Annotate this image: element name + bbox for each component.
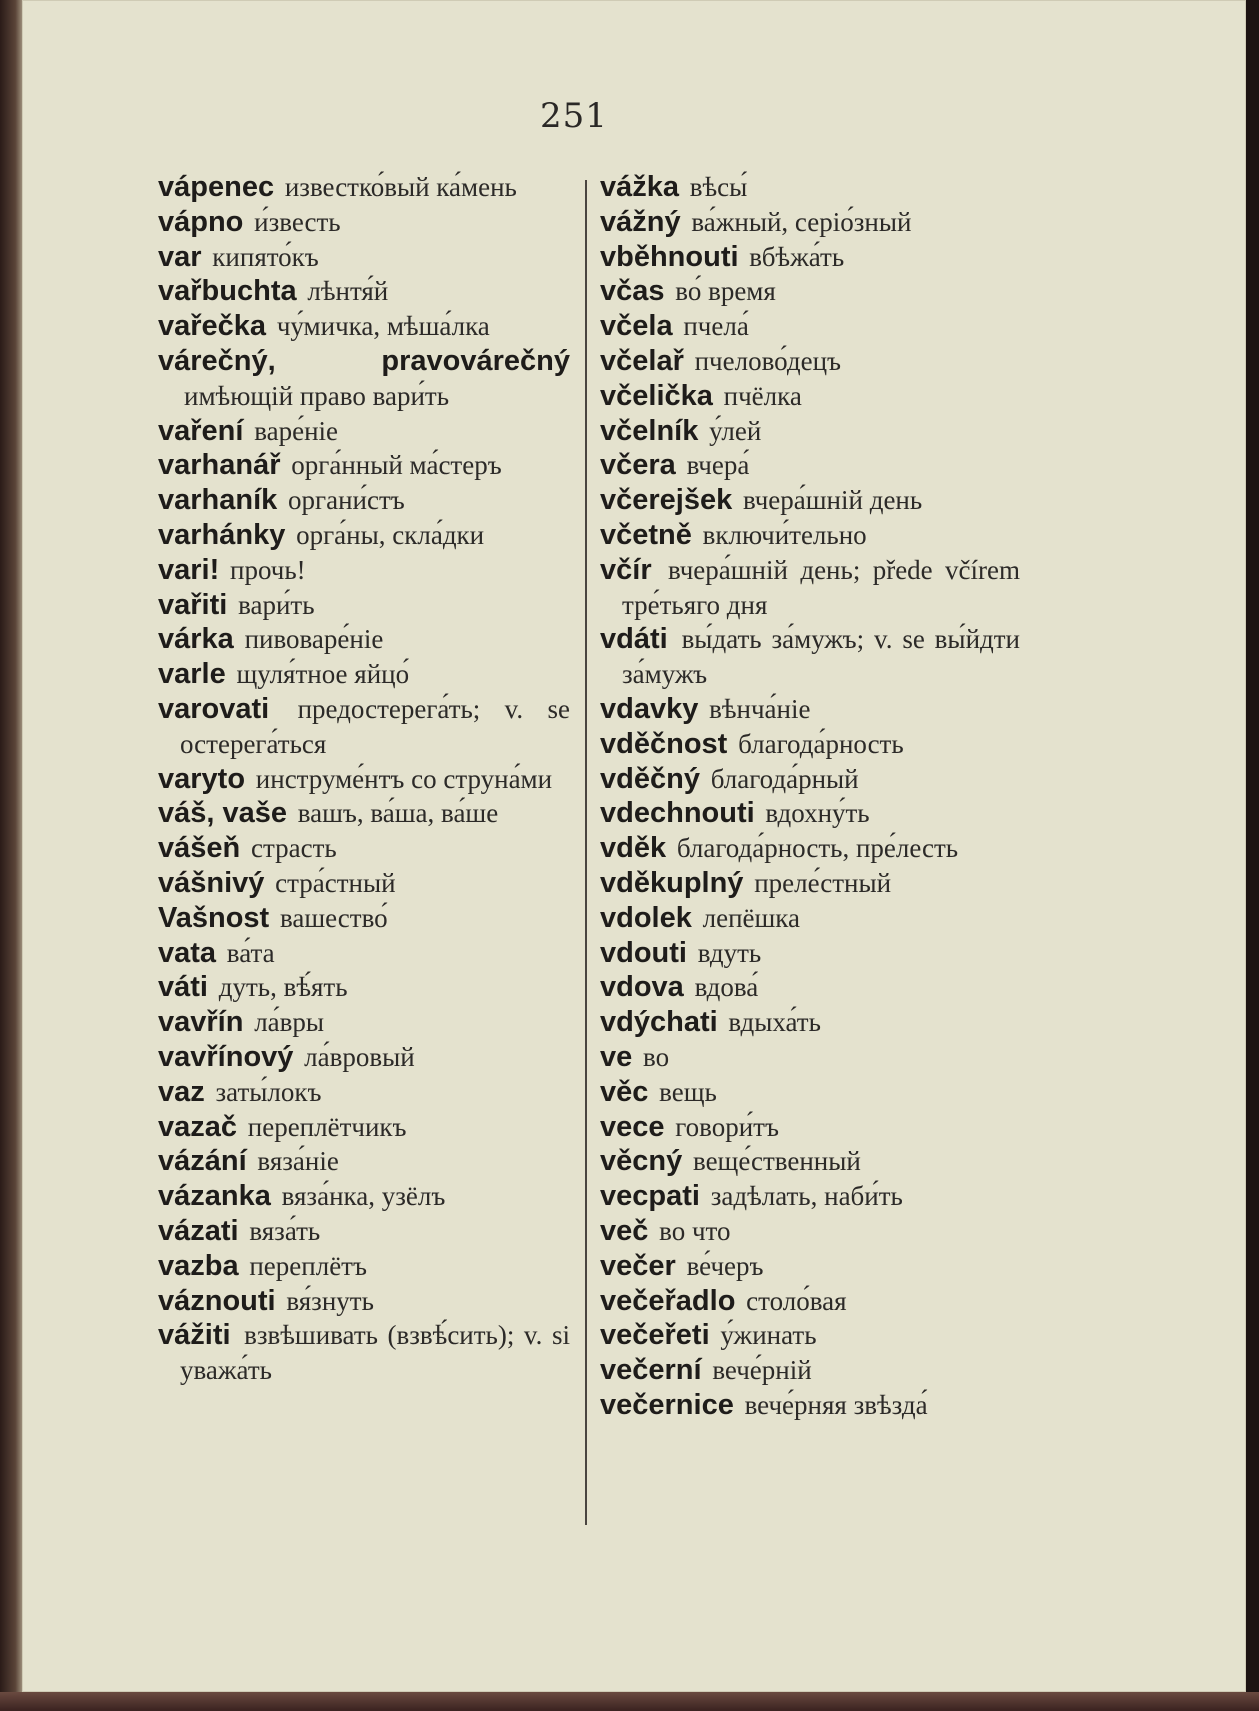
dictionary-entry: [158, 344, 570, 414]
entry-definition: вече́рній: [712, 1355, 812, 1386]
entry-definition: вя́знуть: [286, 1285, 374, 1316]
entry-definition: включи́тельно: [702, 519, 867, 550]
entry-definition: вяза́нка, узёлъ: [281, 1181, 446, 1212]
entry-headword: vážiti: [158, 1319, 231, 1352]
book-binding-edge: [0, 0, 22, 1711]
entry-definition: имѣющій право вари́ть: [184, 380, 450, 411]
entry-headword: vařiti: [158, 588, 228, 621]
entry-definition: чу́мичка, мѣша́лка: [276, 311, 490, 342]
dictionary-entry: [158, 1214, 570, 1249]
dictionary-entry: [600, 1353, 1020, 1388]
dictionary-entry: [158, 866, 570, 901]
entry-headword: včelička: [600, 379, 713, 412]
entry-definition: ва́та: [226, 937, 275, 968]
entry-definition: прочь!: [230, 554, 306, 585]
entry-definition: у́лей: [709, 415, 762, 446]
entry-headword: vázání: [158, 1145, 247, 1178]
entry-definition: переплётъ: [249, 1250, 367, 1281]
entry-definition: вяза́ть: [249, 1215, 321, 1246]
entry-headword: včelník: [600, 414, 699, 447]
entry-definition: благода́рность: [738, 728, 904, 759]
dictionary-entry: [600, 1144, 1020, 1179]
dictionary-entry: [600, 1284, 1020, 1319]
entry-headword: včír: [600, 553, 652, 586]
entry-headword: vařbuchta: [158, 275, 297, 308]
entry-headword: varhanář: [158, 449, 281, 482]
entry-headword: večer: [600, 1249, 676, 1282]
dictionary-entry: [158, 901, 570, 936]
entry-definition: лепёшка: [702, 902, 800, 933]
entry-headword: včela: [600, 310, 673, 343]
entry-headword: varle: [158, 658, 226, 691]
dictionary-entry: [600, 831, 1020, 866]
entry-definition: инструме́нтъ со струна́ми: [255, 763, 553, 794]
entry-headword: večerní: [600, 1354, 702, 1387]
dictionary-entry: [158, 553, 570, 588]
entry-definition: вы́дать за́мужъ; v. se вы́йдти за́мужъ: [622, 624, 1021, 690]
entry-headword: vazba: [158, 1249, 239, 1282]
entry-definition: веще́ственный: [692, 1146, 861, 1177]
entry-definition: вашество́: [279, 902, 388, 933]
entry-headword: včetně: [600, 518, 692, 551]
entry-headword: váš, vaše: [158, 797, 288, 830]
entry-definition: щуля́тное яйцо́: [236, 659, 410, 690]
entry-definition: пчёлка: [723, 380, 802, 411]
entry-definition: вѣнча́ніе: [709, 693, 811, 724]
dictionary-entry: [158, 483, 570, 518]
entry-definition: переплётчикъ: [247, 1111, 407, 1142]
entry-definition: вчера́: [686, 450, 750, 481]
dictionary-entry: [600, 1179, 1020, 1214]
entry-definition: варе́ніе: [254, 415, 338, 446]
page-number: 251: [540, 96, 608, 136]
entry-definition: предостерега́ть; v. se остерега́ться: [180, 693, 571, 759]
dictionary-entry: [158, 309, 570, 344]
entry-headword: vdouti: [600, 936, 687, 969]
entry-definition: пчелово́децъ: [694, 345, 842, 376]
entry-headword: vavřín: [158, 1006, 244, 1039]
dictionary-entry: [600, 518, 1020, 553]
entry-headword: vášeň: [158, 832, 241, 865]
entry-definition: лѣнтя́й: [307, 276, 389, 307]
dictionary-entry: [600, 483, 1020, 518]
entry-definition: орга́нный ма́стеръ: [291, 450, 502, 481]
entry-headword: vážka: [600, 171, 680, 203]
dictionary-entry: [600, 240, 1020, 275]
dictionary-entry: [600, 622, 1020, 692]
entry-headword: várečný, pravovárečný: [158, 344, 570, 377]
entry-definition: заты́локъ: [215, 1076, 322, 1107]
dictionary-entry: [158, 274, 570, 309]
dictionary-entry: [158, 692, 570, 762]
entry-headword: vavřínový: [158, 1040, 294, 1073]
entry-headword: vášnivý: [158, 866, 265, 899]
entry-definition: взвѣшивать (взвѣ́сить); v. si уважа́ть: [180, 1320, 570, 1386]
dictionary-entry: [600, 1249, 1020, 1284]
entry-headword: varhánky: [158, 518, 286, 551]
entry-headword: včas: [600, 275, 665, 308]
entry-definition: вчера́шній день: [743, 485, 923, 516]
entry-headword: včelař: [600, 344, 684, 377]
dictionary-entry: [600, 414, 1020, 449]
dictionary-entry: [158, 588, 570, 623]
entry-headword: večernice: [600, 1388, 734, 1421]
entry-definition: вече́рняя звѣзда́: [744, 1389, 928, 1420]
entry-definition: вдыха́ть: [728, 1007, 821, 1038]
entry-headword: vázati: [158, 1214, 239, 1247]
entry-headword: vari!: [158, 553, 220, 586]
dictionary-entry: [600, 1110, 1020, 1145]
entry-definition: пчела́: [683, 311, 749, 342]
entry-headword: váznouti: [158, 1284, 276, 1317]
entry-headword: vece: [600, 1110, 665, 1143]
dictionary-entry: [158, 1040, 570, 1075]
dictionary-entry: [600, 170, 1020, 205]
entry-definition: вяза́ніе: [257, 1146, 339, 1177]
entry-definition: во́ время: [675, 276, 776, 307]
entry-headword: včerejšek: [600, 484, 733, 517]
entry-definition: у́жинать: [720, 1320, 817, 1351]
entry-definition: вашъ, ва́ша, ва́ше: [297, 798, 499, 829]
entry-definition: вещь: [659, 1076, 717, 1107]
entry-headword: vděkuplný: [600, 866, 744, 899]
entry-headword: vdolek: [600, 901, 692, 934]
entry-headword: večeřeti: [600, 1319, 710, 1352]
entry-headword: ve: [600, 1040, 633, 1073]
entry-definition: благода́рный: [710, 763, 859, 794]
dictionary-entry: [158, 205, 570, 240]
entry-definition: ва́жный, серіо́зный: [691, 206, 912, 237]
dictionary-entry: [158, 970, 570, 1005]
dictionary-entry: [158, 240, 570, 275]
dictionary-entry: [600, 866, 1020, 901]
dictionary-entry: [600, 1388, 1020, 1423]
dictionary-entry: [600, 1005, 1020, 1040]
entry-definition: известко́вый ка́мень: [284, 172, 517, 202]
dictionary-entry: [158, 1005, 570, 1040]
dictionary-entry: [600, 553, 1020, 623]
entry-headword: vdechnouti: [600, 797, 755, 830]
entry-headword: Vašnost: [158, 901, 270, 934]
entry-headword: var: [158, 240, 202, 273]
dictionary-entry: [600, 309, 1020, 344]
dictionary-entry: [600, 1040, 1020, 1075]
entry-definition: вдуть: [697, 937, 762, 968]
entry-headword: vdáti: [600, 623, 668, 656]
entry-definition: ве́черъ: [686, 1250, 764, 1281]
entry-headword: varyto: [158, 762, 246, 795]
entry-headword: vděčný: [600, 762, 700, 795]
dictionary-entry: [158, 448, 570, 483]
dictionary-entry: [600, 970, 1020, 1005]
dictionary-entry: [158, 1110, 570, 1145]
entry-definition: во: [643, 1041, 670, 1072]
column-divider: [585, 180, 587, 1525]
dictionary-entry: [600, 1318, 1020, 1353]
entry-definition: благода́рность, пре́лесть: [676, 833, 959, 864]
entry-definition: стра́стный: [275, 867, 396, 898]
entry-headword: večeřadlo: [600, 1284, 736, 1317]
dictionary-entry: [600, 1075, 1020, 1110]
entry-headword: vdýchati: [600, 1006, 718, 1039]
entry-headword: varovati: [158, 692, 270, 725]
dictionary-entry: [158, 1284, 570, 1319]
entry-headword: varhaník: [158, 484, 278, 517]
entry-definition: орга́ны, скла́дки: [296, 519, 485, 550]
entry-definition: задѣлать, наби́ть: [710, 1181, 903, 1212]
dictionary-entry: [600, 692, 1020, 727]
entry-definition: ла́вры: [254, 1007, 325, 1038]
entry-headword: vážný: [600, 205, 681, 238]
dictionary-entry: [600, 727, 1020, 762]
entry-definition: вбѣжа́ть: [749, 241, 845, 272]
dictionary-entry: [600, 379, 1020, 414]
dictionary-entry: [158, 1318, 570, 1388]
dictionary-entry: [158, 1075, 570, 1110]
entry-headword: vápno: [158, 205, 244, 238]
dictionary-entry: [158, 796, 570, 831]
entry-definition: вѣсы́: [689, 172, 748, 202]
entry-definition: вдохну́ть: [765, 798, 870, 829]
dictionary-entry: [158, 1144, 570, 1179]
dictionary-entry: [158, 518, 570, 553]
entry-definition: преле́стный: [754, 867, 892, 898]
left-column: [158, 170, 570, 1388]
dictionary-entry: [158, 936, 570, 971]
dictionary-entry: [600, 901, 1020, 936]
entry-headword: vecpati: [600, 1180, 700, 1213]
entry-headword: váti: [158, 971, 208, 1004]
entry-definition: страсть: [250, 833, 337, 864]
entry-definition: говори́тъ: [675, 1111, 779, 1142]
entry-headword: vděk: [600, 832, 667, 865]
entry-definition: во что: [659, 1215, 731, 1246]
entry-definition: вчера́шній день; přede včírem тре́тьяго дня: [622, 554, 1021, 620]
entry-definition: органи́стъ: [288, 485, 405, 516]
dictionary-entry: [600, 936, 1020, 971]
dictionary-entry: [600, 344, 1020, 379]
entry-definition: пивоваре́ніе: [244, 624, 384, 655]
dictionary-entry: [600, 274, 1020, 309]
entry-definition: дуть, вѣ́ять: [218, 972, 348, 1003]
dictionary-entry: [158, 622, 570, 657]
entry-headword: vata: [158, 936, 217, 969]
book-bottom-edge: [0, 1692, 1259, 1711]
entry-headword: várka: [158, 623, 234, 656]
entry-headword: vaz: [158, 1075, 205, 1108]
entry-headword: vaření: [158, 414, 244, 447]
entry-headword: vběhnouti: [600, 240, 739, 273]
entry-definition: вари́ть: [238, 589, 315, 620]
entry-headword: vazač: [158, 1110, 238, 1143]
dictionary-entry: [158, 170, 570, 205]
dictionary-entry: [158, 762, 570, 797]
dictionary-entry: [600, 1214, 1020, 1249]
entry-headword: vděčnost: [600, 727, 728, 760]
right-column: [600, 170, 1020, 1423]
dictionary-entry: [158, 657, 570, 692]
dictionary-entry: [600, 448, 1020, 483]
entry-headword: več: [600, 1214, 649, 1247]
entry-headword: vázanka: [158, 1180, 271, 1213]
dictionary-entry: [158, 1179, 570, 1214]
dictionary-entry: [158, 1249, 570, 1284]
dictionary-entry: [600, 762, 1020, 797]
entry-definition: вдова́: [694, 972, 759, 1003]
entry-headword: věc: [600, 1075, 649, 1108]
entry-headword: vdova: [600, 971, 684, 1004]
dictionary-entry: [158, 831, 570, 866]
entry-definition: столо́вая: [746, 1285, 847, 1316]
dictionary-entry: [158, 414, 570, 449]
entry-headword: vařečka: [158, 310, 267, 343]
entry-definition: и́звесть: [254, 206, 341, 237]
entry-headword: vápenec: [158, 171, 275, 203]
entry-definition: кипято́къ: [212, 241, 319, 272]
dictionary-entry: [600, 205, 1020, 240]
entry-headword: včera: [600, 449, 676, 482]
entry-definition: ла́вровый: [304, 1041, 415, 1072]
entry-headword: vdavky: [600, 692, 699, 725]
entry-headword: věcný: [600, 1145, 683, 1178]
dictionary-entry: [600, 796, 1020, 831]
